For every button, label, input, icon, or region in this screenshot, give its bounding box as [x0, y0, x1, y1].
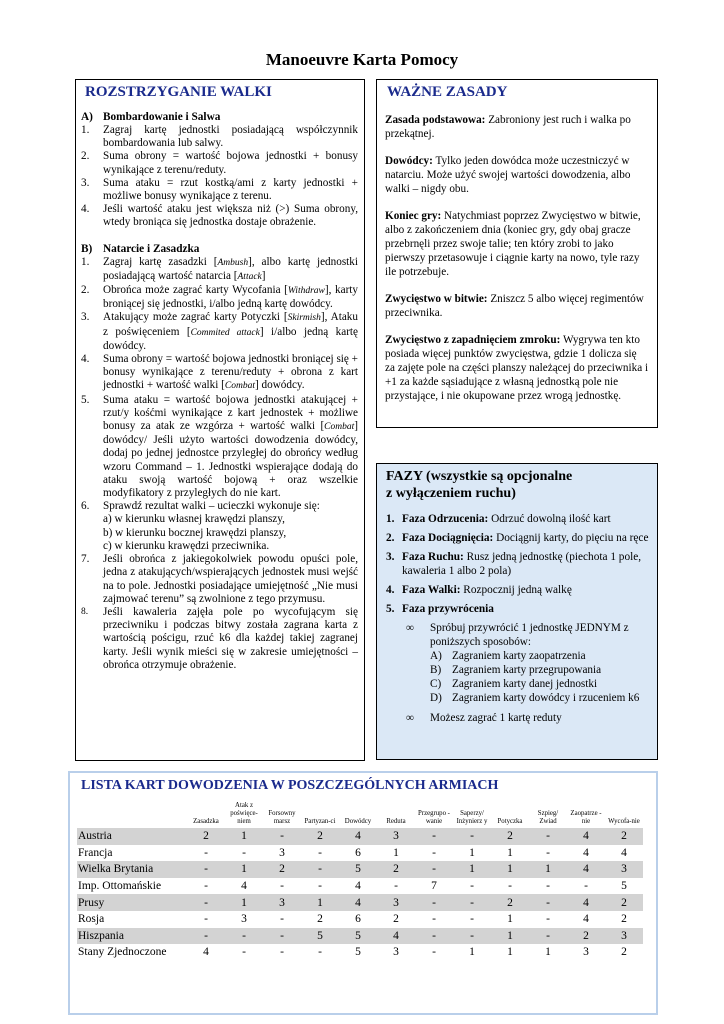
table-cell: - — [470, 913, 474, 926]
table-cell: 2 — [621, 946, 627, 959]
table-row — [77, 928, 643, 945]
list-item — [81, 606, 358, 672]
table-cell: 3 — [279, 846, 285, 859]
table-cell: - — [453, 894, 491, 911]
list-item — [81, 500, 358, 553]
item-text: Jeśli kawaleria zajęła pole po wycofującym się przeciwniku i podczas bitwy została zagrana karta z wartością pościgu, rzuć k6 dla każdej takiej zagranej karty. Jeśli wynik mieści się w zakresie umiejętności – obrońca otrzymuje obrażenie. — [103, 605, 358, 671]
phases-title — [386, 468, 649, 502]
item-number: 4. — [81, 353, 90, 366]
section-b-marker: B) — [81, 242, 93, 255]
combat-resolution-panel — [75, 79, 365, 761]
text-part: ], karty broniącej się jednostki, i/albo jedną kartę dowódcy. — [103, 284, 358, 311]
table-cell: - — [263, 928, 301, 945]
text-part: Suma ataku = wartość bojowa jednostki atakującej + rzut/y kośćmi wynikające z kart jednostek + możliwe bonusy za atak ze wzgórza + wartość walki [ — [103, 393, 358, 433]
card-name: Combat — [224, 381, 255, 392]
item-text — [103, 353, 358, 394]
table-cell: 1 — [507, 846, 513, 859]
table-cell: 4 — [583, 913, 589, 926]
option-text: Zagraniem karty zaopatrzenia — [452, 650, 586, 662]
item-number: 5. — [81, 393, 90, 406]
table-cell: 3 — [377, 828, 415, 845]
phase-number: 3. — [386, 551, 395, 563]
column-header: Zasadzka — [193, 818, 219, 825]
item-number: 3. — [81, 176, 90, 189]
list-item — [81, 124, 358, 150]
phase-text — [402, 583, 649, 597]
table-cell: 2 — [377, 861, 415, 878]
option-text: Zagraniem karty przegrupowania — [452, 664, 602, 676]
table-cell: 7 — [431, 880, 437, 893]
column-header: Forsowny marsz — [268, 810, 296, 825]
phases-title-line: FAZY (wszystkie są opcjonalne — [386, 469, 573, 484]
text-line: Sprawdź rezultat walki – ucieczki wykonuje się: — [103, 500, 320, 513]
item-number: 2. — [81, 284, 90, 297]
phase-number: 4. — [386, 584, 395, 596]
list-item — [81, 150, 358, 176]
item-text — [103, 284, 358, 311]
command-cards-panel — [68, 771, 658, 1015]
item-text: Suma obrony = wartość bojowa jednostki + bonusy wynikające z terenu/reduty. — [103, 150, 358, 176]
phase-item — [386, 583, 649, 597]
phase-desc: Odrzuć dowolną ilość kart — [488, 513, 611, 525]
table-cell: - — [432, 846, 436, 859]
item-number: 1. — [81, 124, 90, 136]
table-cell: 4 — [339, 828, 377, 845]
table-cell: 4 — [241, 880, 247, 893]
list-item — [81, 553, 358, 606]
infinity-icon: ∞ — [406, 622, 414, 634]
text-part: Suma obrony = wartość bojowa jednostki broniącej się + bonusy wynikające z terenu/reduty + obrona z kart jednostki + wartość walki [ — [103, 353, 358, 392]
table-cell: 4 — [377, 928, 415, 945]
rule-text: Wygrywa ten kto posiada więcej punktów zwycięstwa, gdzie 1 dolicza się za zajęte pole na części planszy należącej do przeciwnika i +1 za każde sąsiadujące z własną jednostką pole nie przystające, i nie okupowane przez wrogą jednostkę. — [385, 334, 649, 402]
table-cell: - — [280, 913, 284, 926]
table-cell: - — [453, 928, 491, 945]
table-cell: - — [546, 846, 550, 859]
rule-item — [385, 154, 649, 196]
table-cell: - — [301, 861, 339, 878]
phase-text — [402, 550, 649, 578]
table-cell: 1 — [507, 913, 513, 926]
item-text — [103, 256, 358, 284]
item-text: Zagraj kartę jednostki posiadającą współczynnik bombardowania lub salwy. — [103, 124, 358, 150]
restore-option — [430, 649, 649, 663]
command-table-title: LISTA KART DOWODZENIA W POSZCZEGÓLNYCH ARMIACH — [81, 778, 499, 793]
table-cell: 2 — [567, 928, 605, 945]
table-cell: - — [394, 880, 398, 893]
rule-text: Zabroniony jest ruch i walka po przekątnej. — [385, 114, 631, 140]
table-cell: - — [546, 913, 550, 926]
table-cell: - — [529, 928, 567, 945]
phase-item — [386, 512, 649, 526]
table-header-row — [77, 802, 643, 828]
text-line: c) w kierunku krawędzi przeciwnika. — [103, 539, 270, 552]
table-row — [77, 894, 643, 911]
army-name: Wielka Brytania — [77, 861, 187, 878]
table-cell: 1 — [469, 846, 475, 859]
item-number: 7. — [81, 553, 90, 566]
text-part: ] dowódcy. — [254, 379, 305, 392]
section-b-label: Natarcie i Zasadzka — [103, 242, 200, 255]
item-number: 6. — [81, 500, 90, 513]
table-cell: - — [187, 861, 225, 878]
table-cell: - — [546, 880, 550, 893]
table-cell: - — [187, 894, 225, 911]
infinity-icon: ∞ — [406, 712, 414, 724]
column-header: Atak z poświęce-niem — [230, 802, 258, 825]
item-number: 1. — [81, 255, 90, 268]
table-cell: 2 — [317, 913, 323, 926]
item-number: 4. — [81, 203, 90, 216]
table-cell: 3 — [263, 894, 301, 911]
rule-label: Koniec gry: — [385, 210, 442, 222]
rule-label: Zwycięstwo w bitwie: — [385, 293, 488, 305]
card-name: Attack — [237, 271, 262, 282]
table-row — [77, 911, 643, 928]
column-header: Przegrupo -wanie — [418, 810, 450, 825]
phase-desc: Rozpocznij jedną walkę — [460, 584, 572, 596]
rule-label: Zwycięstwo z zapadnięciem zmroku: — [385, 334, 561, 346]
table-cell: 2 — [491, 828, 529, 845]
rules-title: WAŻNE ZASADY — [387, 84, 508, 100]
table-cell: - — [529, 828, 567, 845]
table-cell: 4 — [583, 846, 589, 859]
item-number: 3. — [81, 311, 90, 324]
text-line: b) w kierunku bocznej krawędzi planszy, — [103, 526, 287, 539]
table-cell: 6 — [355, 913, 361, 926]
text-part: Atakujący może zagrać karty Potyczki [ — [103, 311, 288, 324]
table-cell: 3 — [241, 913, 247, 926]
section-a-marker: A) — [81, 111, 93, 123]
table-cell: - — [204, 880, 208, 893]
table-row — [77, 861, 643, 878]
rule-label: Zasada podstawowa: — [385, 114, 486, 126]
option-text: Zagraniem karty danej jednostki — [452, 678, 598, 690]
redoubt-text: Możesz zagrać 1 kartę reduty — [430, 712, 562, 724]
item-text — [103, 394, 358, 501]
army-name: Imp. Ottomańskie — [78, 880, 162, 893]
table-cell: 1 — [507, 946, 513, 959]
phase-desc: Rusz jedną jednostkę (piechota 1 pole, kawaleria 1 albo 2 pola) — [402, 551, 642, 577]
table-cell: 4 — [567, 828, 605, 845]
restore-bullet — [406, 621, 649, 649]
table-cell: 2 — [605, 828, 643, 845]
table-cell: - — [242, 846, 246, 859]
list-item — [81, 284, 358, 311]
text-part: ] dowódcy/ Jeśli użyto wartości dowodzenia dowódcy, dodaj po jednej jednostce przyległej do obrońcy według wzoru Command – 1. Jednostki wspierające dodają do ataku swoją wartość bojową + oraz wszelkie modyfikatory z przyległych do nie kart. — [103, 420, 358, 500]
column-header: Reduta — [386, 818, 406, 825]
table-cell: 2 — [605, 894, 643, 911]
text-part: ] — [261, 269, 266, 282]
rule-item — [385, 333, 649, 403]
table-row — [77, 878, 643, 895]
table-cell: 3 — [377, 894, 415, 911]
phase-label: Faza Ruchu: — [402, 551, 464, 563]
rule-item — [385, 292, 649, 320]
table-cell: 1 — [469, 946, 475, 959]
command-table-body — [77, 828, 643, 961]
text-part: ] i/albo jedną kartę dowódcy. — [103, 325, 358, 352]
redoubt-bullet — [406, 711, 649, 725]
card-name: Combat — [324, 422, 355, 433]
list-item — [81, 353, 358, 394]
table-cell: 4 — [339, 894, 377, 911]
table-cell: 3 — [605, 928, 643, 945]
card-name: Withdraw — [287, 286, 325, 297]
table-cell: - — [529, 894, 567, 911]
table-cell: - — [470, 880, 474, 893]
table-cell: 1 — [545, 946, 551, 959]
item-text: Jeśli wartość ataku jest większa niż (>) Suma obrony, wtedy broniąca się jednostka dostaje obrażenie. — [103, 203, 358, 229]
army-name: Hiszpania — [77, 928, 187, 945]
table-cell: 3 — [393, 946, 399, 959]
table-cell: 1 — [529, 861, 567, 878]
important-rules-panel — [376, 79, 658, 428]
table-cell: - — [204, 913, 208, 926]
item-text — [103, 311, 358, 353]
table-cell: 1 — [393, 846, 399, 859]
column-header: Partyzan-ci — [304, 818, 336, 825]
table-cell: - — [318, 846, 322, 859]
phase-item — [386, 550, 649, 578]
option-marker: B) — [430, 664, 442, 676]
phase-number: 5. — [386, 603, 395, 615]
table-cell: 1 — [301, 894, 339, 911]
rule-text: Zniszcz 5 albo więcej regimentów przeciwnika. — [385, 293, 644, 319]
rule-text: Tylko jeden dowódca może uczestniczyć w natarciu. Może użyć swojej wartości dowodzenia, albo walki – nigdy obu. — [385, 155, 631, 195]
table-cell: 3 — [583, 946, 589, 959]
table-cell: - — [584, 880, 588, 893]
option-marker: A) — [430, 650, 442, 662]
rule-text: Natychmiast poprzez Zwycięstwo w bitwie, albo z zakończeniem dnia (koniec gry, gdy obaj gracze przebrnęli przez swoje talie; ten który zrobi to jako pierwszy przetasowuje i ciągnie karty na nowo, tyle razy ile potrzebuje. — [385, 210, 641, 278]
phases-title-line: z wyłączeniem ruchu) — [386, 486, 516, 501]
section-b-title — [81, 242, 358, 256]
table-cell: 5 — [339, 928, 377, 945]
list-item — [81, 311, 358, 353]
table-cell: - — [432, 913, 436, 926]
phase-number: 1. — [386, 513, 395, 525]
rule-item — [385, 113, 649, 141]
table-cell: 4 — [621, 846, 627, 859]
table-cell: 1 — [491, 928, 529, 945]
table-cell: 5 — [355, 946, 361, 959]
army-name: Francja — [78, 846, 113, 859]
army-name: Austria — [77, 828, 187, 845]
text-part: Zagraj kartę zasadzki [ — [103, 255, 218, 268]
table-row — [77, 828, 643, 845]
table-cell: 5 — [621, 880, 627, 893]
list-item — [81, 256, 358, 284]
table-cell: - — [318, 880, 322, 893]
table-cell: 5 — [339, 861, 377, 878]
section-b-list — [81, 256, 358, 672]
table-cell: - — [415, 861, 453, 878]
table-cell: - — [415, 894, 453, 911]
table-cell: - — [280, 880, 284, 893]
table-cell: 1 — [225, 861, 263, 878]
item-text: Jeśli obrońca z jakiegokolwiek powodu opuści pole, jedna z atakujących/wspierających jednostek musi wejść na to pole. Jednostki posiadające umiejętność „Nie musi zajmować terenu” są zwolnione z tego przymusu. — [103, 553, 358, 605]
phase-text — [402, 602, 649, 616]
card-name: Skirmish — [287, 313, 321, 324]
column-header: Saperzy/ Inżynierz y — [456, 810, 488, 825]
list-item — [81, 394, 358, 501]
table-row — [77, 944, 643, 961]
table-cell: 1 — [453, 861, 491, 878]
item-number: 2. — [81, 150, 90, 163]
army-column-header — [77, 802, 187, 828]
combat-title: ROZSTRZYGANIE WALKI — [85, 84, 272, 100]
table-cell: - — [225, 928, 263, 945]
phase-number: 2. — [386, 532, 395, 544]
table-cell: 2 — [187, 828, 225, 845]
rule-label: Dowódcy: — [385, 155, 433, 167]
table-cell: - — [280, 946, 284, 959]
table-cell: - — [432, 946, 436, 959]
phase-label: Faza Walki: — [402, 584, 461, 596]
restore-text: Spróbuj przywrócić 1 jednostkę JEDNYM z poniższych sposobów: — [430, 622, 629, 648]
table-cell: - — [453, 828, 491, 845]
section-a-title — [81, 110, 358, 124]
item-text — [103, 500, 358, 553]
column-header: Potyczka — [497, 818, 523, 825]
table-cell: 2 — [263, 861, 301, 878]
table-cell: 6 — [355, 846, 361, 859]
table-cell: - — [318, 946, 322, 959]
column-header: Dowódcy — [344, 818, 372, 825]
table-cell: 1 — [491, 861, 529, 878]
table-cell: 2 — [301, 828, 339, 845]
army-name: Stany Zjednoczone — [78, 946, 167, 959]
column-header: Wycofa-nie — [608, 818, 640, 825]
section-a-label: Bombardowanie i Salwa — [103, 111, 221, 123]
command-cards-table — [77, 802, 643, 961]
text-part: ], Ataku z poświęceniem [ — [103, 311, 358, 338]
table-cell: 2 — [621, 913, 627, 926]
list-item — [81, 203, 358, 229]
option-marker: D) — [430, 692, 442, 704]
table-row — [77, 845, 643, 862]
section-a-list — [81, 124, 358, 230]
item-number: 8. — [81, 606, 89, 617]
table-cell: - — [204, 846, 208, 859]
table-cell: - — [242, 946, 246, 959]
phase-item — [386, 531, 649, 545]
item-text: Suma ataku = rzut kostką/ami z karty jednostki + możliwe bonusy wynikające z terenu. — [103, 176, 358, 203]
phase-item — [386, 602, 649, 616]
table-cell: 2 — [393, 913, 399, 926]
phases-panel — [376, 463, 658, 760]
phase-label: Faza przywrócenia — [402, 603, 494, 615]
column-header: Zaopatrze -nie — [570, 810, 602, 825]
table-cell: 5 — [301, 928, 339, 945]
table-cell: 4 — [567, 861, 605, 878]
table-cell: - — [415, 828, 453, 845]
phase-text — [402, 531, 649, 545]
text-part: Obrońca może zagrać karty Wycofania [ — [103, 284, 288, 297]
card-name: Ambush — [217, 257, 249, 268]
phase-text — [402, 512, 649, 526]
restore-option — [430, 691, 649, 705]
option-text: Zagraniem karty dowódcy i rzuceniem k6 — [452, 692, 640, 704]
page-title: Manoeuvre Karta Pomocy — [265, 50, 459, 69]
table-cell: 1 — [225, 894, 263, 911]
table-cell: 1 — [225, 828, 263, 845]
table-cell: - — [415, 928, 453, 945]
text-line: a) w kierunku własnej krawędzi planszy, — [103, 513, 285, 526]
phase-desc: Dociągnij karty, do pięciu na ręce — [493, 532, 649, 544]
table-cell: 4 — [203, 946, 209, 959]
army-name: Prusy — [77, 894, 187, 911]
option-marker: C) — [430, 678, 442, 690]
text-part: ], albo kartę jednostki posiadającą wartość natarcia [ — [103, 255, 358, 282]
table-cell: 4 — [355, 880, 361, 893]
column-header: Szpieg/ Zwiad — [537, 810, 559, 825]
phase-label: Faza Dociągnięcia: — [402, 532, 494, 544]
table-cell: 4 — [567, 894, 605, 911]
army-name: Rosja — [78, 913, 105, 926]
table-cell: - — [263, 828, 301, 845]
list-item — [81, 177, 358, 203]
restore-option — [430, 663, 649, 677]
card-name: Commited attack — [190, 327, 260, 338]
table-cell: - — [187, 928, 225, 945]
rule-item — [385, 209, 649, 279]
table-cell: 3 — [605, 861, 643, 878]
restore-option — [430, 677, 649, 691]
phase-label: Faza Odrzucenia: — [402, 513, 489, 525]
table-cell: - — [508, 880, 512, 893]
table-cell: 2 — [491, 894, 529, 911]
